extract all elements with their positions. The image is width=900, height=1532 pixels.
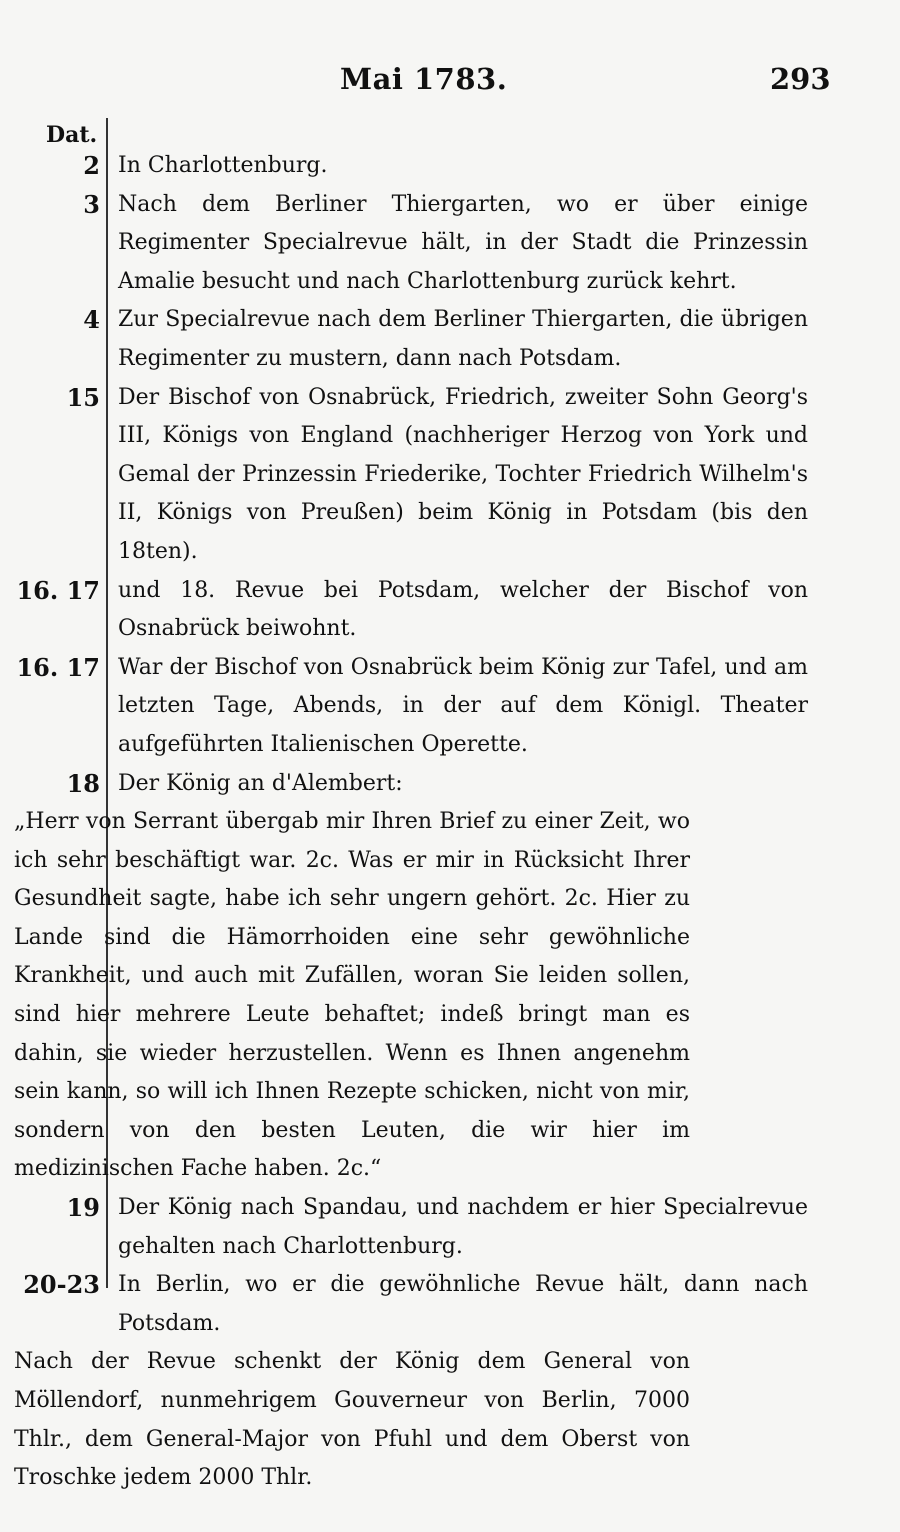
entry-text: und 18. Revue bei Potsdam, welcher der Bischof von Osnabrück beiwohnt. [118, 577, 808, 642]
entry-date: 2 [83, 151, 100, 180]
entry [0, 186, 900, 302]
closing-paragraph-text: Nach der Revue schenkt der König dem General von Möllendorf, nunmehrigem Gouverneur von Berlin, 7000 Thlr., dem General-Major von Pfuhl und dem Oberst von Troschke jedem 2000 Thlr. [14, 1349, 690, 1491]
entry-date: 18 [66, 768, 100, 798]
entry-text: In Berlin, wo er die gewöhnliche Revue hält, dann nach Potsdam. [118, 1272, 808, 1336]
entry-text: Der König an d'Alembert: [118, 770, 403, 796]
entry [0, 649, 900, 765]
letter-quote [0, 803, 900, 1189]
entry-date: 16. 17 [16, 575, 100, 605]
entry-text: In Charlottenburg. [118, 153, 328, 178]
running-head: Mai 1783. [340, 62, 508, 96]
entry-text: Der Bischof von Osnabrück, Friedrich, zweiter Sohn Georg's III, Königs von England (nachheriger Herzog von York und Gemal der Prinzessin Friederike, Tochter Friedrich Wilhelm's II, Königs von Preußen) beim König in Potsdam (bis den 18ten). [118, 384, 808, 564]
entry-text: Zur Specialrevue nach dem Berliner Thiergarten, die übrigen Regimenter zu mustern, dann nach Potsdam. [118, 307, 808, 371]
entry-date: 3 [83, 189, 100, 219]
closing-paragraph [0, 1343, 900, 1497]
entry-date: 16. 17 [16, 652, 100, 682]
entry [0, 379, 900, 572]
entry-date: 4 [83, 305, 100, 335]
entry [0, 147, 900, 186]
entry [0, 1266, 900, 1343]
entry [0, 572, 900, 649]
page-header [0, 62, 900, 102]
entry-text: War der Bischof von Osnabrück beim König zur Tafel, und am letzten Tage, Abends, in der auf dem Königl. Theater aufgeführten Italienischen Operette. [118, 654, 808, 757]
letter-text: „Herr von Serrant übergab mir Ihren Brief zu einer Zeit, wo ich sehr beschäftigt war. 2c. Was er mir in Rücksicht Ihrer Gesundheit sagte, habe ich sehr ungern gehört. 2c. Hier zu Lande sind die Hämorrhoiden eine sehr gewöhnliche Krankheit, und auch mit Zufällen, woran Sie leiden sollen, sind hier mehrere Leute behaftet; indeß bringt man es dahin, sie wieder herzustellen. Wenn es Ihnen angenehm sein kann, so will ich Ihnen Rezepte schicken, nicht von mir, sondern von den besten Leuten, die wir hier im medizinischen Fache haben. 2c.“ [14, 809, 690, 1182]
entry [0, 1189, 900, 1266]
entry-date: 20-23 [23, 1270, 100, 1300]
entry-text: Der König nach Spandau, und nachdem er hier Specialrevue gehalten nach Charlottenburg. [118, 1195, 808, 1259]
date-column-header: Dat. [46, 122, 98, 148]
entry-date: 19 [66, 1193, 100, 1223]
entry [0, 301, 900, 378]
chronicle-entries [0, 147, 900, 1498]
entry-text: Nach dem Berliner Thiergarten, wo er über einige Regimenter Specialrevue hält, in der Stadt die Prinzessin Amalie besucht und nach Charlottenburg zurück kehrt. [118, 191, 808, 294]
entry [0, 765, 900, 804]
page-number: 293 [770, 62, 831, 96]
entry-date: 15 [66, 382, 100, 412]
